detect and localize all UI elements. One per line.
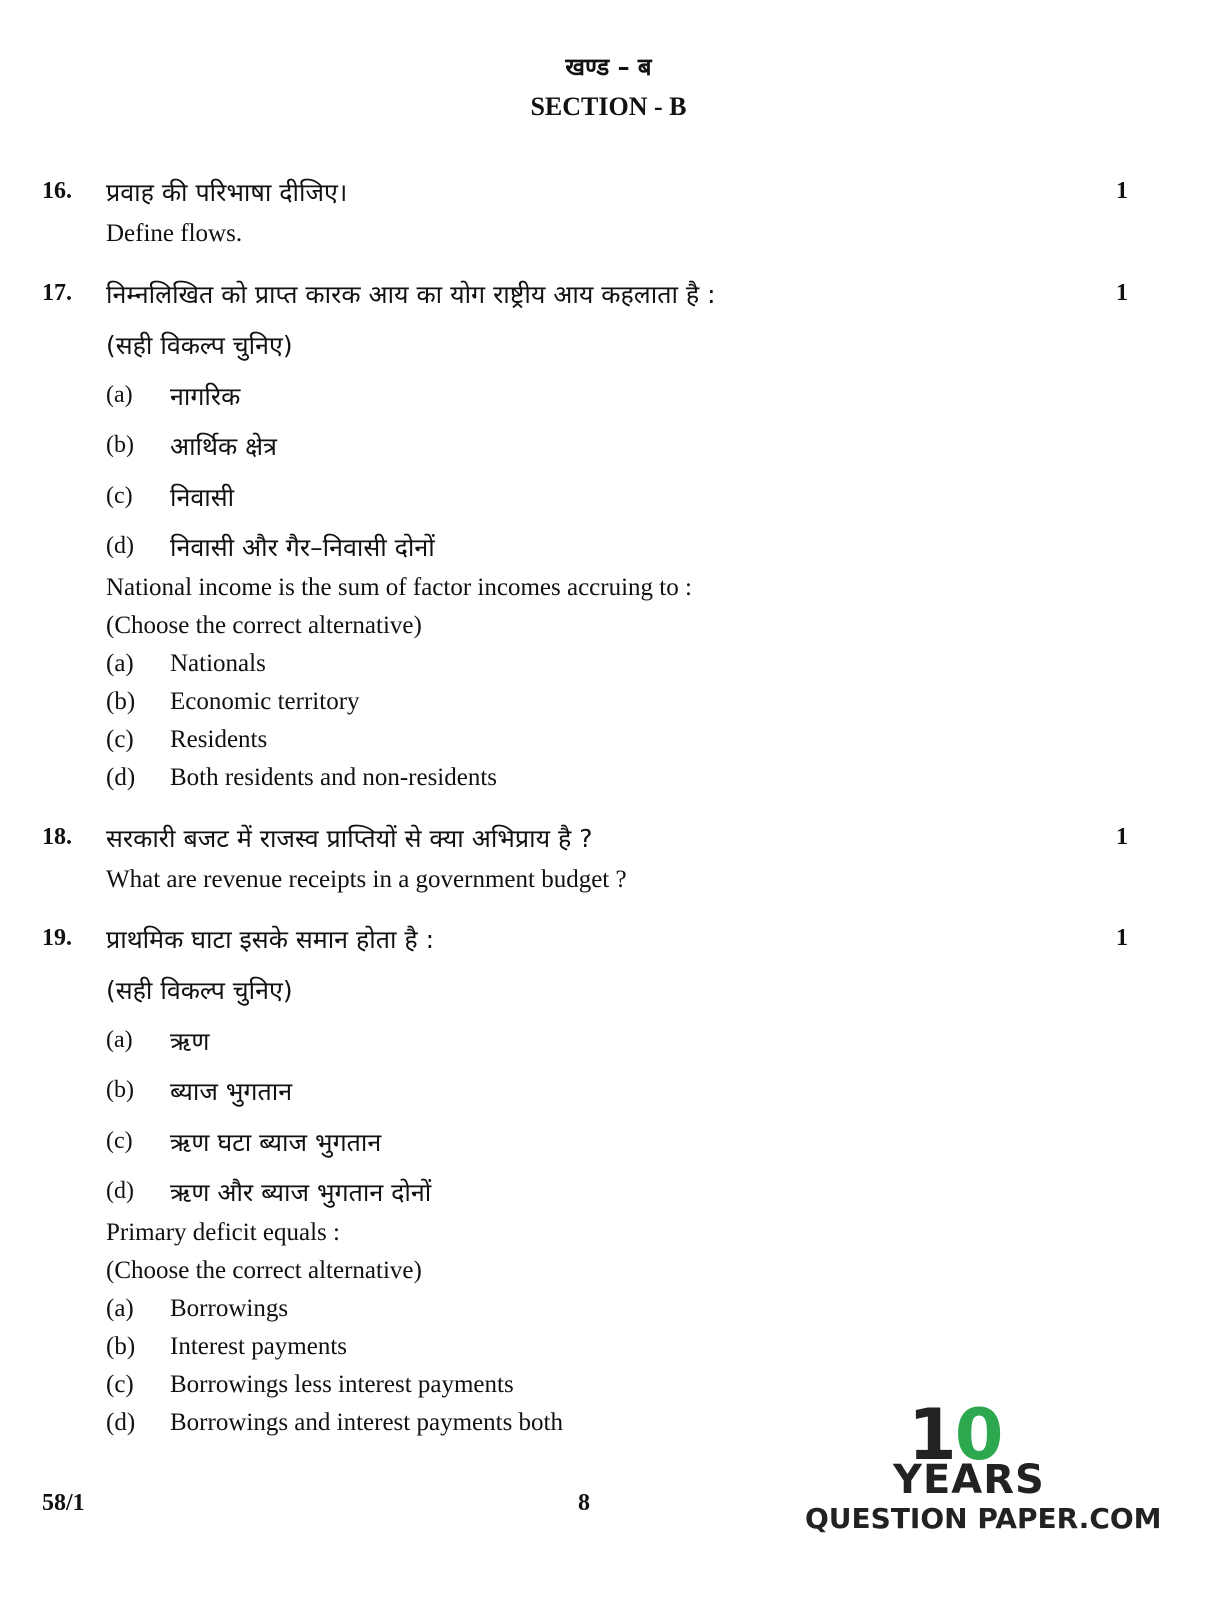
option-text-english: Residents	[170, 726, 268, 753]
question-text-english: What are revenue receipts in a government budget ?	[106, 866, 627, 893]
question-text-english: Define flows.	[106, 220, 243, 247]
option-text-english: Borrowings less interest payments	[170, 1371, 514, 1398]
instruction-hindi: (सही विकल्प चुनिए)	[106, 331, 293, 360]
option-label: (a)	[106, 1295, 134, 1322]
option-label: (a)	[106, 650, 134, 677]
option-label: (d)	[106, 533, 134, 559]
question-number: 18.	[42, 824, 72, 850]
logo-site: QUESTION PAPER.COM	[805, 1502, 1162, 1535]
option-text-english: Economic territory	[170, 688, 360, 715]
option-text-hindi: निवासी और गैर–निवासी दोनों	[170, 533, 435, 562]
instruction-english: (Choose the correct alternative)	[106, 612, 422, 639]
option-label: (c)	[106, 1371, 134, 1398]
option-text-hindi: निवासी	[170, 483, 235, 512]
question-number: 19.	[42, 925, 72, 951]
page-number: 8	[578, 1490, 590, 1516]
question-number: 17.	[42, 280, 72, 306]
option-label: (b)	[106, 432, 134, 458]
option-text-hindi: नागरिक	[170, 382, 241, 411]
option-text-hindi: ऋण घटा ब्याज भुगतान	[170, 1128, 382, 1157]
paper-code: 58/1	[42, 1490, 85, 1516]
question-text-hindi: प्राथमिक घाटा इसके समान होता है :	[106, 925, 435, 954]
option-label: (a)	[106, 1027, 133, 1053]
option-label: (b)	[106, 1077, 134, 1103]
question-text-hindi: प्रवाह की परिभाषा दीजिए।	[106, 178, 348, 207]
question-marks: 1	[1116, 280, 1128, 306]
option-text-english: Nationals	[170, 650, 266, 677]
instruction-hindi: (सही विकल्प चुनिए)	[106, 976, 293, 1005]
question-text-english: Primary deficit equals :	[106, 1219, 340, 1246]
logo-years: YEARS	[893, 1457, 1045, 1503]
option-text-hindi: आर्थिक क्षेत्र	[170, 432, 277, 461]
question-marks: 1	[1116, 925, 1128, 951]
option-label: (b)	[106, 1333, 136, 1360]
question-text-english: National income is the sum of factor incomes accruing to :	[106, 574, 692, 601]
option-text-hindi: ऋण	[170, 1027, 210, 1056]
question-text-hindi: निम्नलिखित को प्राप्त कारक आय का योग राष्ट्रीय आय कहलाता है :	[106, 280, 716, 309]
instruction-english: (Choose the correct alternative)	[106, 1257, 422, 1284]
option-label: (d)	[106, 764, 136, 791]
option-label: (b)	[106, 688, 136, 715]
option-label: (c)	[106, 483, 133, 509]
option-label: (a)	[106, 382, 133, 408]
option-label: (d)	[106, 1178, 134, 1204]
question-number: 16.	[42, 178, 72, 204]
question-marks: 1	[1116, 824, 1128, 850]
option-text-english: Interest payments	[170, 1333, 348, 1360]
option-label: (d)	[106, 1409, 136, 1436]
question-marks: 1	[1116, 178, 1128, 204]
option-label: (c)	[106, 726, 134, 753]
option-text-english: Borrowings	[170, 1295, 289, 1322]
section-heading-english: SECTION - B	[530, 92, 687, 121]
section-heading-hindi: खण्ड – ब	[565, 53, 652, 81]
question-text-hindi: सरकारी बजट में राजस्व प्राप्तियों से क्या अभिप्राय है ?	[106, 824, 593, 853]
option-text-english: Both residents and non-residents	[170, 764, 498, 791]
logo-ten: 10	[908, 1394, 1002, 1476]
option-text-hindi: ऋण और ब्याज भुगतान दोनों	[170, 1178, 432, 1207]
option-text-english: Borrowings and interest payments both	[170, 1409, 563, 1436]
option-label: (c)	[106, 1128, 133, 1154]
option-text-hindi: ब्याज भुगतान	[170, 1077, 293, 1106]
